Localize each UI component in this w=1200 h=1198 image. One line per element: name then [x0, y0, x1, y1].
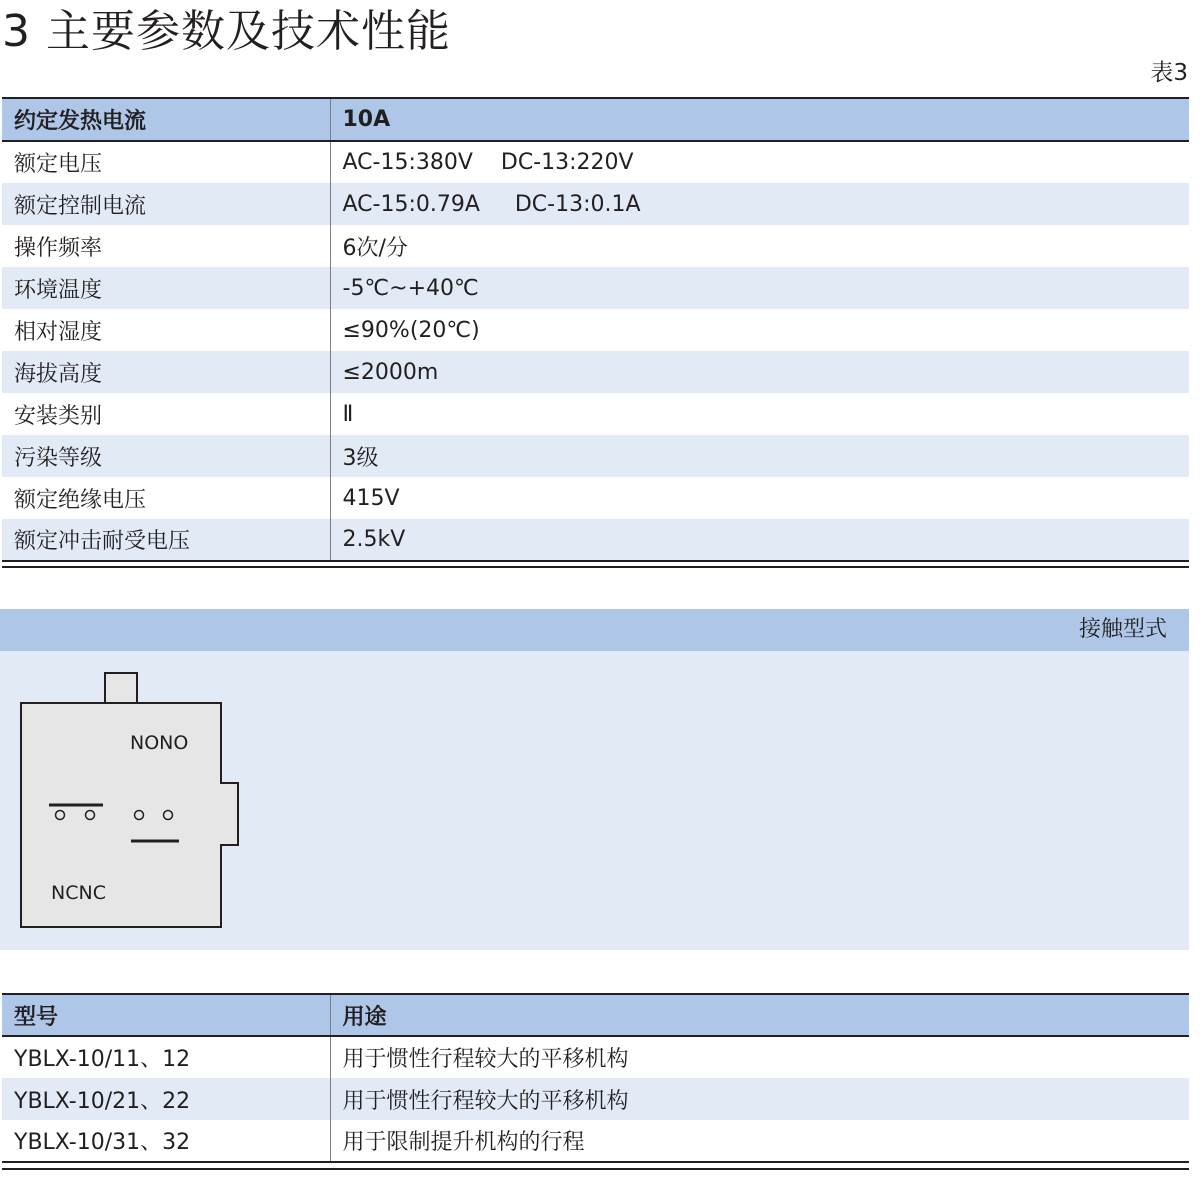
purpose-cell: 用于限制提升机构的行程	[330, 1120, 1189, 1162]
contact-type-header	[0, 609, 1189, 651]
nc-contact-label: NCNC	[51, 882, 106, 904]
parameter-name: 海拔高度	[2, 351, 330, 393]
model-cell: YBLX-10/31、32	[2, 1120, 330, 1162]
usage-table	[2, 993, 1189, 1163]
parameters-header-name: 约定发热电流	[2, 98, 330, 141]
parameter-name: 操作频率	[2, 225, 330, 267]
model-cell: YBLX-10/11、12	[2, 1036, 330, 1078]
parameter-value: ≤2000m	[330, 351, 1189, 393]
parameter-name: 污染等级	[2, 435, 330, 477]
purpose-cell: 用于惯性行程较大的平移机构	[330, 1078, 1189, 1120]
table-row	[2, 267, 1189, 309]
table-row	[2, 393, 1189, 435]
table-row	[2, 225, 1189, 267]
table-row	[2, 309, 1189, 351]
contact-diagram-panel	[0, 651, 1189, 950]
parameter-name: 额定控制电流	[2, 183, 330, 225]
parameter-name: 额定电压	[2, 141, 330, 183]
no-contact-label: NONO	[130, 732, 189, 754]
parameter-name: 安装类别	[2, 393, 330, 435]
actuator-plunger	[105, 673, 137, 703]
parameter-value: Ⅱ	[330, 393, 1189, 435]
usage-header-purpose: 用途	[330, 994, 1189, 1036]
parameter-value: AC-15:0.79A DC-13:0.1A	[330, 183, 1189, 225]
parameter-value: ≤90%(20℃)	[330, 309, 1189, 351]
contact-diagram	[0, 651, 300, 950]
table-row	[2, 1036, 1189, 1078]
contact-type-label: 接触型式	[1078, 617, 1167, 642]
model-cell: YBLX-10/21、22	[2, 1078, 330, 1120]
parameters-header-value: 10A	[330, 98, 1189, 141]
table-row	[2, 351, 1189, 393]
parameter-value: AC-15:380V DC-13:220V	[330, 141, 1189, 183]
parameter-name: 环境温度	[2, 267, 330, 309]
parameter-value: 415V	[330, 477, 1189, 519]
parameter-name: 额定绝缘电压	[2, 477, 330, 519]
page-title: 3 主要参数及技术性能	[2, 6, 451, 57]
usage-header-row	[2, 994, 1189, 1036]
table-double-rule	[2, 1168, 1189, 1170]
parameter-value: 6次/分	[330, 225, 1189, 267]
table-caption: 表3	[1150, 60, 1188, 86]
table-row	[2, 1120, 1189, 1162]
table-row	[2, 141, 1189, 183]
parameter-name: 相对湿度	[2, 309, 330, 351]
table-row	[2, 477, 1189, 519]
parameter-value: 2.5kV	[330, 519, 1189, 561]
parameters-table	[2, 97, 1189, 562]
usage-header-model: 型号	[2, 994, 330, 1036]
parameters-header-row	[2, 98, 1189, 141]
table-row	[2, 1078, 1189, 1120]
parameter-name: 额定冲击耐受电压	[2, 519, 330, 561]
table-row	[2, 435, 1189, 477]
table-row	[2, 183, 1189, 225]
purpose-cell: 用于惯性行程较大的平移机构	[330, 1036, 1189, 1078]
table-row	[2, 519, 1189, 561]
table-double-rule	[2, 566, 1189, 568]
parameter-value: -5℃~+40℃	[330, 267, 1189, 309]
parameter-value: 3级	[330, 435, 1189, 477]
